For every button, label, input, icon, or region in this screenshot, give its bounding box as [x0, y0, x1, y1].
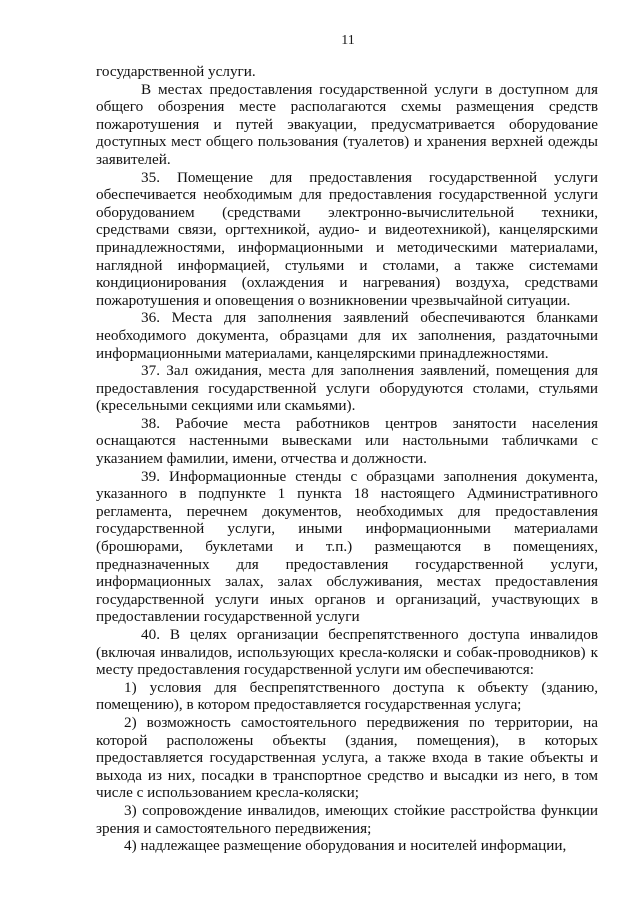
paragraph-37: 37. Зал ожидания, места для заполнения заявлений, помещения для предоставления государственной услуги оборудуются столами, стульями (кресельными секциями или скамьями).	[96, 362, 598, 415]
paragraph-40-item-3: 3) сопровождение инвалидов, имеющих стойкие расстройства функции зрения и самостоятельного передвижения;	[96, 801, 598, 837]
paragraph-39: 39. Информационные стенды с образцами заполнения документа, указанного в подпункте 1 пункта 18 настоящего Административного регламента, перечнем документов, необходимых для предоставления государственной услуги, иными информационными материалами (брошюрами, буклетами и т.п.) размещаются в помещениях, предназначенных для предоставления государственной услуги, информационных залах, залах обслуживания, местах предоставления государственной услуги иных органов и организаций, участвующих в предоставлении государственной услуги	[96, 467, 598, 626]
paragraph-schemes: В местах предоставления государственной услуги в доступном для общего обозрения месте располагаются схемы размещения средств пожаротушения и путей эвакуации, предусматривается оборудование доступных мест общего пользования (туалетов) и хранения верхней одежды заявителей.	[96, 80, 598, 168]
paragraph-35: 35. Помещение для предоставления государственной услуги обеспечивается необходимым для предоставления государственной услуги оборудованием (средствами электронно-вычислительной техники, средствами связи, оргтехникой, аудио- и видеотехникой), канцелярскими принадлежностями, информационными и методическими материалами, наглядной информацией, стульями и столами, а также системами кондиционирования (охлаждения и нагревания) воздуха, средствами пожаротушения и оповещения о возникновении чрезвычайной ситуации.	[96, 168, 598, 309]
document-body	[96, 63, 598, 855]
paragraph-40-item-4: 4) надлежащее размещение оборудования и носителей информации,	[124, 837, 567, 855]
paragraph-continuation: государственной услуги.	[96, 63, 256, 80]
paragraph-38: 38. Рабочие места работников центров занятости населения оснащаются настенными вывесками или настольными табличками с указанием фамилии, имени, отчества и должности.	[96, 414, 598, 468]
paragraph-40: 40. В целях организации беспрепятственного доступа инвалидов (включая инвалидов, использующих кресла-коляски и собак-проводников) к месту предоставления государственной услуги им обеспечиваются:	[96, 626, 598, 679]
paragraph-40-item-2: 2) возможность самостоятельного передвижения по территории, на которой расположены объекты (здания, помещения), в которых предоставляется государственная услуга, а также входа в такие объекты и выхода из них, посадки в транспортное средство и высадки из него, в том числе с использованием кресла-коляски;	[96, 713, 598, 802]
page-number: 11	[341, 33, 355, 48]
paragraph-40-item-1: 1) условия для беспрепятственного доступа к объекту (зданию, помещению), в котором предоставляется государственная услуга;	[96, 678, 598, 714]
paragraph-36: 36. Места для заполнения заявлений обеспечиваются бланками необходимого документа, образцами для их заполнения, раздаточными информационными материалами, канцелярскими принадлежностями.	[96, 309, 598, 362]
